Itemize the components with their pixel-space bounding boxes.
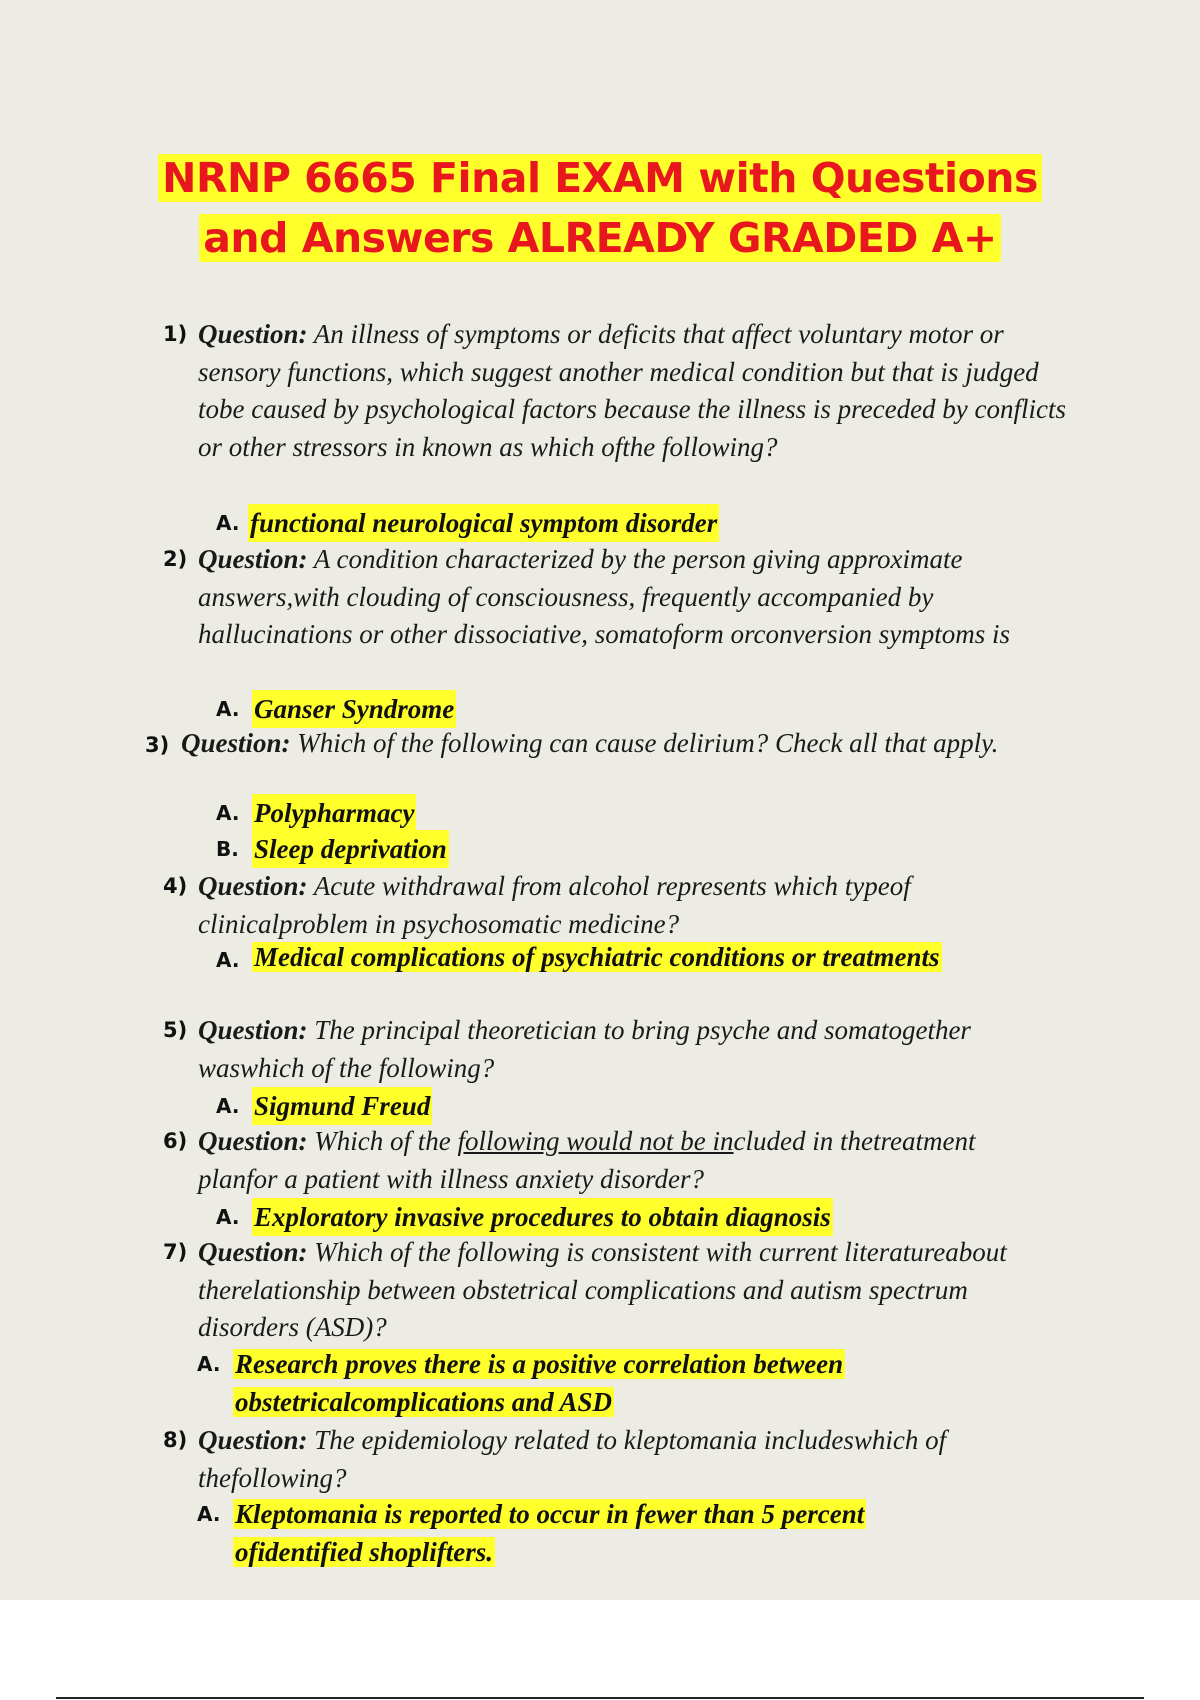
answer-text: Kleptomania is reported to occur in fewer than 5 percent ofidentified shoplifters. <box>235 1499 865 1567</box>
question-number: 8) <box>163 1428 188 1452</box>
answer-letter: A. <box>216 1205 240 1229</box>
question-label: Question: <box>198 1126 308 1156</box>
underlined-text: following would not be in <box>457 1126 734 1156</box>
question-label: Question: <box>198 319 308 349</box>
answer-letter: A. <box>216 1094 240 1118</box>
question-number: 6) <box>163 1129 188 1153</box>
answer-letter: A. <box>216 697 240 721</box>
question-label: Question: <box>198 1015 308 1045</box>
answer-text: Sigmund Freud <box>252 1087 432 1125</box>
answer-letter: B. <box>216 837 239 861</box>
question-label: Question: <box>198 871 308 901</box>
question-number: 5) <box>163 1018 188 1042</box>
question-text: Question: The principal theoretician to bring psyche and somatogether waswhich of the following? <box>198 1015 971 1083</box>
question-number: 3) <box>145 733 170 757</box>
answer-letter: A. <box>197 1502 221 1526</box>
answer-text: Research proves there is a positive correlation between obstetricalcomplications and ASD <box>235 1349 844 1417</box>
title-line-2: and Answers ALREADY GRADED A+ <box>199 214 1000 262</box>
footer-divider <box>56 1697 1144 1699</box>
answer-text: Medical complications of psychiatric conditions or treatments <box>254 942 940 972</box>
question-label: Question: <box>198 544 308 574</box>
question-number: 2) <box>163 547 188 571</box>
answer-letter: A. <box>216 948 240 972</box>
question-number: 1) <box>163 322 188 346</box>
question-number: 4) <box>163 874 188 898</box>
answer-letter: A. <box>197 1352 221 1376</box>
question-text: Question: Acute withdrawal from alcohol represents which typeof clinicalproblem in psychosomatic medicine? <box>198 871 911 939</box>
question-label: Question: <box>198 1237 308 1267</box>
answer-text: Ganser Syndrome <box>252 690 456 728</box>
question-text: Question: An illness of symptoms or deficits that affect voluntary motor or sensory functions, which suggest another medical condition but that is judged tobe caused by psychological factors because the illness is preceded by conflicts or other stressors in known as which ofthe following? <box>198 319 1067 462</box>
question-label: Question: <box>198 1425 308 1455</box>
question-number: 7) <box>163 1240 188 1264</box>
question-text: Question: Which of the following can cause delirium? Check all that apply. <box>181 728 999 758</box>
answer-text: Exploratory invasive procedures to obtain diagnosis <box>252 1198 833 1236</box>
question-text: Question: A condition characterized by the person giving approximate answers,with clouding of consciousness, frequently accompanied by hallucinations or other dissociative, somatoform orconversion symptoms is <box>198 544 1010 649</box>
question-label: Question: <box>181 728 291 758</box>
answer-letter: A. <box>216 801 240 825</box>
answer-text: Polypharmacy <box>252 794 416 832</box>
answer-letter: A. <box>216 511 240 535</box>
answer-text: Sleep deprivation <box>252 830 449 868</box>
question-text: Question: Which of the following would not be included in thetreatment planfor a patient with illness anxiety disorder? <box>198 1126 976 1194</box>
question-text: Question: The epidemiology related to kleptomania includeswhich of thefollowing? <box>198 1425 947 1493</box>
question-text: Question: Which of the following is consistent with current literatureabout therelationship between obstetrical complications and autism spectrum disorders (ASD)? <box>198 1237 1007 1342</box>
answer-text: functional neurological symptom disorder <box>248 504 719 542</box>
title-line-1: NRNP 6665 Final EXAM with Questions <box>158 154 1042 202</box>
